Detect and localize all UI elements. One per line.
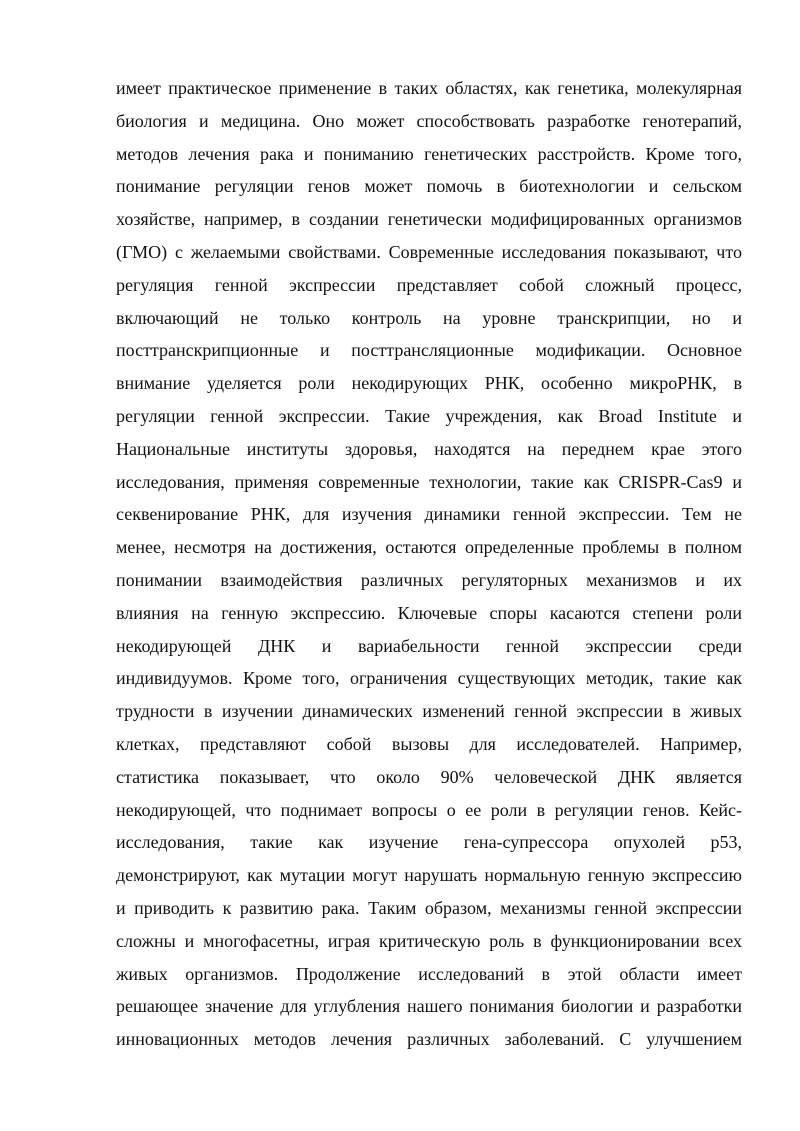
text-line: менее, несмотря на достижения, остаются определенные проблемы в полном (116, 537, 742, 558)
text-line: хозяйстве, например, в создании генетически модифицированных организмов (116, 209, 742, 230)
text-line: трудности в изучении динамических изменений генной экспрессии в живых (116, 701, 742, 722)
text-line: внимание уделяется роли некодирующих РНК, особенно микроРНК, в (116, 373, 742, 394)
text-line: сложны и многофасетны, играя критическую роль в функционировании всех (116, 930, 742, 951)
text-line: и приводить к развитию рака. Таким образом, механизмы генной экспрессии (116, 897, 742, 918)
text-line: регуляция генной экспрессии представляет собой сложный процесс, (116, 274, 742, 295)
text-line: некодирующей, что поднимает вопросы о ее роли в регуляции генов. Кейс- (116, 799, 742, 820)
text-line: секвенирование РНК, для изучения динамики генной экспрессии. Тем не (116, 504, 742, 525)
body-text (116, 72, 742, 1056)
text-line: решающее значение для углубления нашего понимания биологии и разработки (116, 996, 742, 1017)
text-line: включающий не только контроль на уровне транскрипции, но и (116, 307, 742, 328)
text-line: живых организмов. Продолжение исследований в этой области имеет (116, 963, 742, 984)
text-line: статистика показывает, что около 90% человеческой ДНК является (116, 766, 742, 787)
text-line: посттранскрипционные и посттрансляционные модификации. Основное (116, 340, 742, 361)
text-line: некодирующей ДНК и вариабельности генной экспрессии среди (116, 635, 742, 656)
text-line: исследования, такие как изучение гена-супрессора опухолей p53, (116, 832, 742, 853)
text-line: инновационных методов лечения различных заболеваний. С улучшением (116, 1029, 742, 1050)
text-line: биология и медицина. Оно может способствовать разработке генотерапий, (116, 110, 742, 131)
text-line: регуляции генной экспрессии. Такие учреждения, как Broad Institute и (116, 405, 742, 426)
text-line: исследования, применяя современные технологии, такие как CRISPR-Cas9 и (116, 471, 742, 492)
text-line: понимание регуляции генов может помочь в биотехнологии и сельском (116, 176, 742, 197)
text-line: влияния на генную экспрессию. Ключевые споры касаются степени роли (116, 602, 742, 623)
text-line: понимании взаимодействия различных регуляторных механизмов и их (116, 569, 742, 590)
text-line: (ГМО) с желаемыми свойствами. Современные исследования показывают, что (116, 241, 742, 262)
text-line: имеет практическое применение в таких областях, как генетика, молекулярная (116, 78, 742, 98)
text-line: индивидуумов. Кроме того, ограничения существующих методик, такие как (116, 668, 742, 689)
text-line: клетках, представляют собой вызовы для исследователей. Например, (116, 733, 742, 754)
text-line: Национальные институты здоровья, находятся на переднем крае этого (116, 438, 742, 459)
text-line: демонстрируют, как мутации могут нарушать нормальную генную экспрессию (116, 865, 742, 886)
text-line: методов лечения рака и пониманию генетических расстройств. Кроме того, (116, 143, 742, 164)
